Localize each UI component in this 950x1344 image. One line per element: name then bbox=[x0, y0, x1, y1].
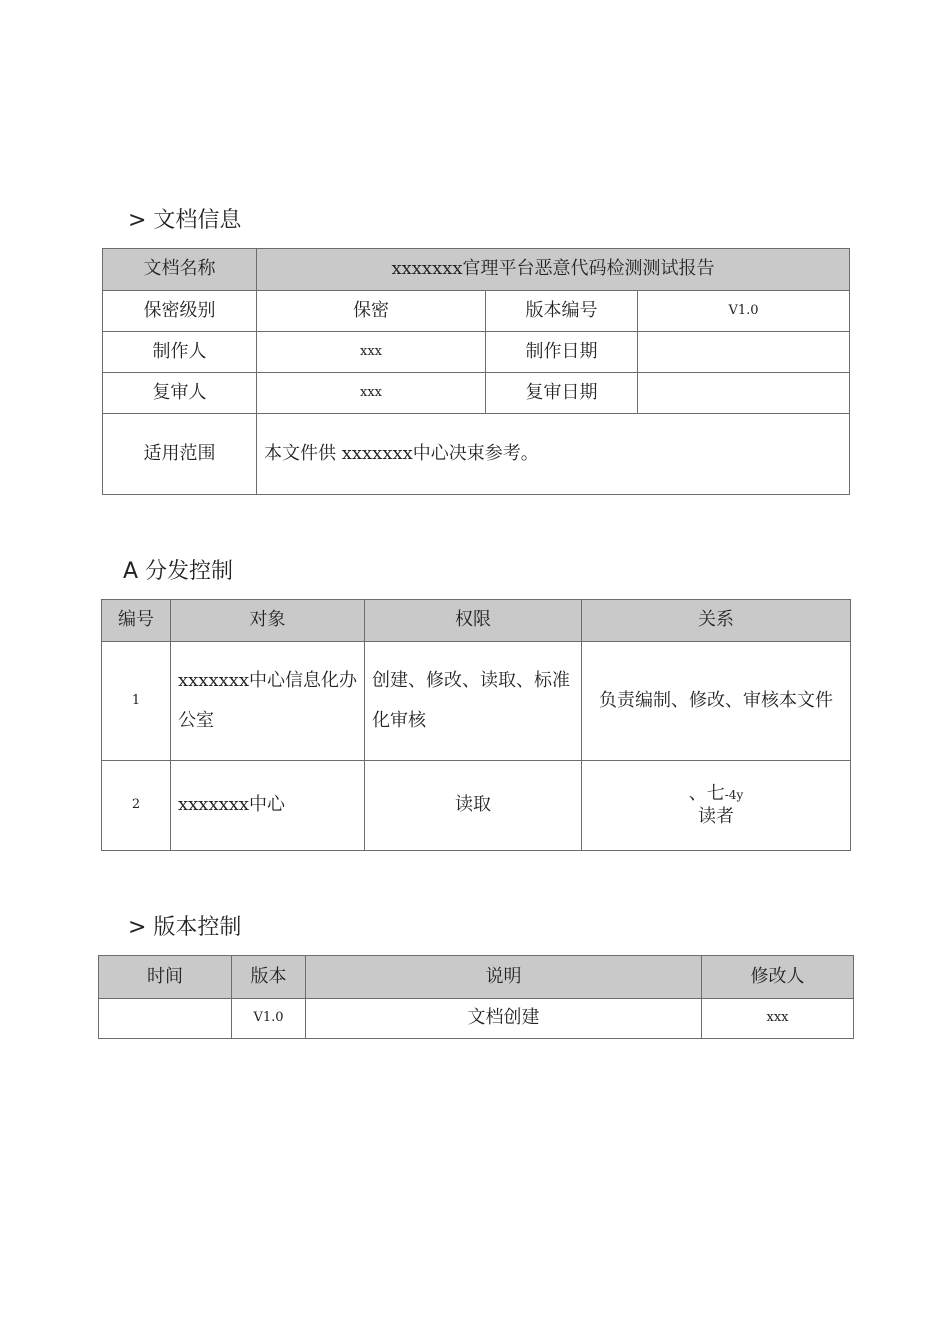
dist-row1-permission bbox=[365, 642, 582, 761]
table-row bbox=[99, 999, 854, 1039]
scope-label: 适用范围 bbox=[103, 414, 257, 495]
dist-header-target: 对象 bbox=[171, 600, 365, 642]
dist-row1-target-line2: 公室 bbox=[178, 710, 214, 731]
version-control-table bbox=[98, 955, 854, 1039]
version-control-heading: > 版本控制 bbox=[128, 915, 242, 940]
dist-row1-target-line1: xxxxxxx中心信息化办 bbox=[178, 669, 358, 691]
dist-row2-relation-line2: 读者 bbox=[698, 805, 734, 827]
dist-header-relation: 关系 bbox=[582, 600, 851, 642]
scope-value: 本文件供 xxxxxxx中心决束参考。 bbox=[257, 414, 850, 495]
table-row bbox=[102, 642, 851, 761]
reviewer-value: xxx bbox=[257, 373, 486, 414]
secret-level-label: 保密级别 bbox=[103, 291, 257, 332]
doc-name-label: 文档名称 bbox=[103, 249, 257, 291]
distribution-table bbox=[101, 599, 851, 851]
author-label: 制作人 bbox=[103, 332, 257, 373]
dist-row1-target bbox=[171, 642, 365, 761]
ver-row1-version: V1.0 bbox=[232, 999, 306, 1039]
review-date-label: 复审日期 bbox=[486, 373, 638, 414]
ver-row1-editor: xxx bbox=[702, 999, 854, 1039]
doc-info-heading: > 文档信息 bbox=[128, 208, 242, 233]
ver-row1-desc: 文档创建 bbox=[306, 999, 702, 1039]
doc-info-table bbox=[102, 248, 850, 495]
dist-row1-no: 1 bbox=[102, 642, 171, 761]
ver-header-desc: 说明 bbox=[306, 956, 702, 999]
reviewer-label: 复审人 bbox=[103, 373, 257, 414]
dist-row2-target: xxxxxxx中心 bbox=[171, 761, 365, 851]
version-number-label: 版本编号 bbox=[486, 291, 638, 332]
made-date-value bbox=[638, 332, 850, 373]
dist-header-permission: 权限 bbox=[365, 600, 582, 642]
dist-row1-perm-line1: 创建、修改、读取、标准 bbox=[372, 669, 570, 691]
ver-header-time: 时间 bbox=[99, 956, 232, 999]
dist-row1-relation: 负责编制、修改、审核本文件 bbox=[582, 642, 851, 761]
dist-row2-relation-line1: 、七-4y bbox=[688, 783, 744, 804]
dist-row2-no: 2 bbox=[102, 761, 171, 851]
dist-row1-perm-line2: 化审核 bbox=[372, 710, 426, 731]
dist-row2-permission: 读取 bbox=[365, 761, 582, 851]
version-number-value: V1.0 bbox=[638, 291, 850, 332]
distribution-heading: A 分发控制 bbox=[123, 559, 234, 584]
dist-header-no: 编号 bbox=[102, 600, 171, 642]
made-date-label: 制作日期 bbox=[486, 332, 638, 373]
ver-header-version: 版本 bbox=[232, 956, 306, 999]
author-value: xxx bbox=[257, 332, 486, 373]
doc-name-value: xxxxxxx官理平台恶意代码检测测试报告 bbox=[257, 249, 850, 291]
dist-row2-relation bbox=[582, 761, 851, 851]
secret-level-value: 保密 bbox=[257, 291, 486, 332]
review-date-value bbox=[638, 373, 850, 414]
ver-header-editor: 修改人 bbox=[702, 956, 854, 999]
table-row bbox=[102, 761, 851, 851]
ver-row1-time bbox=[99, 999, 232, 1039]
